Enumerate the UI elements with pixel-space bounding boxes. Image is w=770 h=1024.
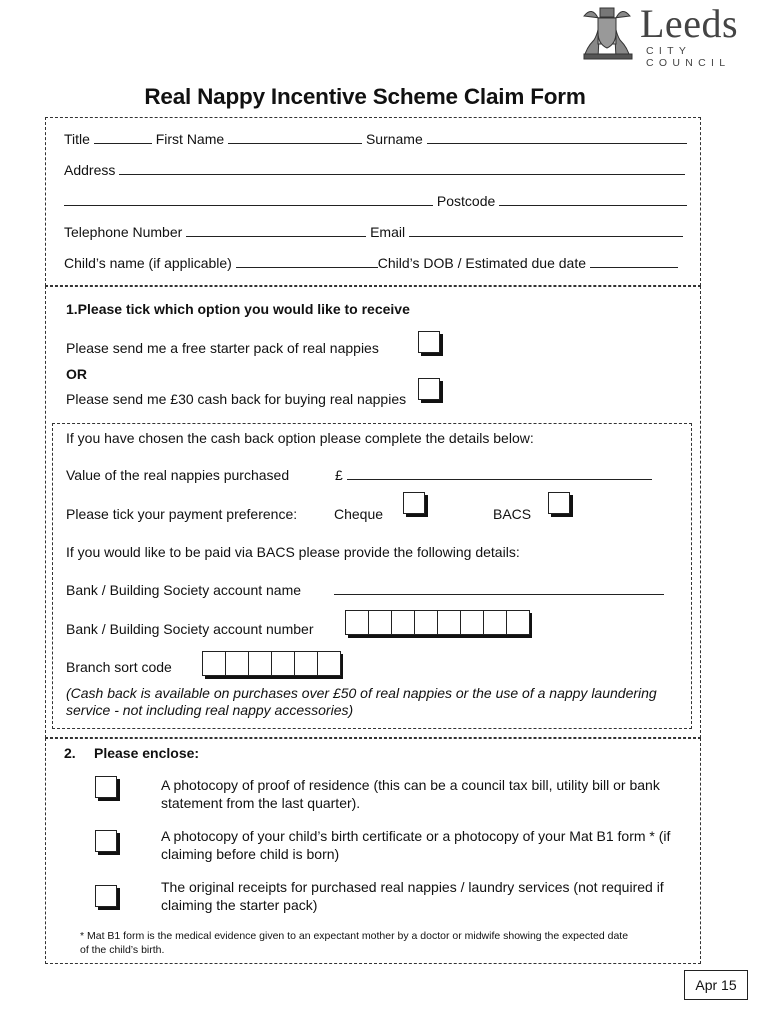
form-date: Apr 15: [684, 970, 748, 1000]
address-row: [64, 162, 685, 178]
title-label: Title: [64, 131, 90, 147]
section2-number: 2.: [64, 745, 76, 761]
bacs-checkbox[interactable]: [548, 492, 570, 514]
sort-code-digit[interactable]: [317, 651, 341, 676]
postcode-label: Postcode: [436, 193, 496, 209]
item1-line2: statement from the last quarter).: [161, 795, 361, 811]
account-name-field[interactable]: [334, 582, 664, 595]
section1-heading: 1.Please tick which option you would like to receive: [66, 301, 410, 317]
value-row: [335, 467, 652, 483]
first-name-field[interactable]: [228, 131, 362, 144]
cash-back-intro: If you have chosen the cash back option please complete the details below:: [66, 430, 534, 446]
account-number-digit[interactable]: [437, 610, 461, 635]
cash-back-label: Please send me £30 cash back for buying real nappies: [66, 391, 407, 407]
currency-symbol: £: [335, 467, 343, 483]
receipts-checkbox[interactable]: [95, 885, 117, 907]
item2-line2: claiming before child is born): [161, 846, 340, 862]
account-name-label: Bank / Building Society account name: [66, 582, 302, 598]
cash-back-note-line1: (Cash back is available on purchases over £50 of real nappies or the use of a nappy laundering: [66, 685, 657, 701]
footnote-line1: * Mat B1 form is the medical evidence given to an expectant mother by a doctor or midwife showing the expected date: [80, 930, 629, 942]
proof-of-residence-checkbox[interactable]: [95, 776, 117, 798]
account-number-digit[interactable]: [460, 610, 484, 635]
address-field-2[interactable]: [64, 193, 433, 206]
account-name-row: [334, 582, 664, 598]
item1-line1: A photocopy of proof of residence (this can be a council tax bill, utility bill or bank: [161, 777, 660, 793]
account-number-boxes[interactable]: [345, 610, 529, 635]
bacs-label: BACS: [493, 506, 532, 522]
account-number-digit[interactable]: [368, 610, 392, 635]
account-number-digit[interactable]: [506, 610, 530, 635]
surname-field[interactable]: [427, 131, 687, 144]
item3-line1: The original receipts for purchased real nappies / laundry services (not required if: [161, 879, 664, 895]
logo-wordmark: Leeds: [640, 1, 739, 46]
account-number-digit[interactable]: [391, 610, 415, 635]
contact-row: [64, 224, 683, 240]
telephone-field[interactable]: [186, 224, 366, 237]
cash-back-checkbox[interactable]: [418, 378, 440, 400]
starter-pack-label: Please send me a free starter pack of real nappies: [66, 340, 379, 356]
item3-line2: claiming the starter pack): [161, 897, 318, 913]
title-field[interactable]: [94, 131, 152, 144]
value-label: Value of the real nappies purchased: [66, 467, 290, 483]
childs-name-label: Child’s name (if applicable): [64, 255, 232, 271]
first-name-label: First Name: [155, 131, 225, 147]
birth-certificate-checkbox[interactable]: [95, 830, 117, 852]
cheque-label: Cheque: [334, 506, 384, 522]
item2-line1: A photocopy of your child’s birth certificate or a photocopy of your Mat B1 form * (if: [161, 828, 671, 844]
footnote-line2: of the child’s birth.: [80, 944, 165, 956]
address-label: Address: [64, 162, 116, 178]
childs-name-field[interactable]: [236, 255, 378, 268]
page-title: Real Nappy Incentive Scheme Claim Form: [144, 84, 586, 109]
bacs-intro: If you would like to be paid via BACS please provide the following details:: [66, 544, 520, 560]
postcode-row: [64, 193, 687, 209]
starter-pack-checkbox[interactable]: [418, 331, 440, 353]
cash-back-note-line2: service - not including real nappy accessories): [66, 702, 354, 718]
payment-preference-label: Please tick your payment preference:: [66, 506, 298, 522]
sort-code-digit[interactable]: [248, 651, 272, 676]
sort-code-digit[interactable]: [202, 651, 226, 676]
child-row: [64, 255, 678, 271]
sort-code-digit[interactable]: [271, 651, 295, 676]
account-number-digit[interactable]: [483, 610, 507, 635]
sort-code-label: Branch sort code: [66, 659, 172, 675]
value-field[interactable]: [347, 467, 652, 480]
account-number-label: Bank / Building Society account number: [66, 621, 314, 637]
logo-subtitle: CITY COUNCIL: [646, 45, 731, 69]
childs-dob-label: Child’s DOB / Estimated due date: [377, 255, 587, 271]
address-field-1[interactable]: [119, 162, 685, 175]
sort-code-boxes[interactable]: [202, 651, 340, 676]
surname-label: Surname: [365, 131, 423, 147]
sort-code-digit[interactable]: [294, 651, 318, 676]
telephone-label: Telephone Number: [64, 224, 183, 240]
title-row: [64, 131, 687, 147]
childs-dob-field[interactable]: [590, 255, 678, 268]
or-label: OR: [66, 366, 87, 382]
account-number-digit[interactable]: [345, 610, 369, 635]
cheque-checkbox[interactable]: [403, 492, 425, 514]
sort-code-digit[interactable]: [225, 651, 249, 676]
postcode-field[interactable]: [499, 193, 687, 206]
section2-heading: Please enclose:: [94, 745, 200, 761]
account-number-digit[interactable]: [414, 610, 438, 635]
email-label: Email: [370, 224, 406, 240]
email-field[interactable]: [409, 224, 683, 237]
